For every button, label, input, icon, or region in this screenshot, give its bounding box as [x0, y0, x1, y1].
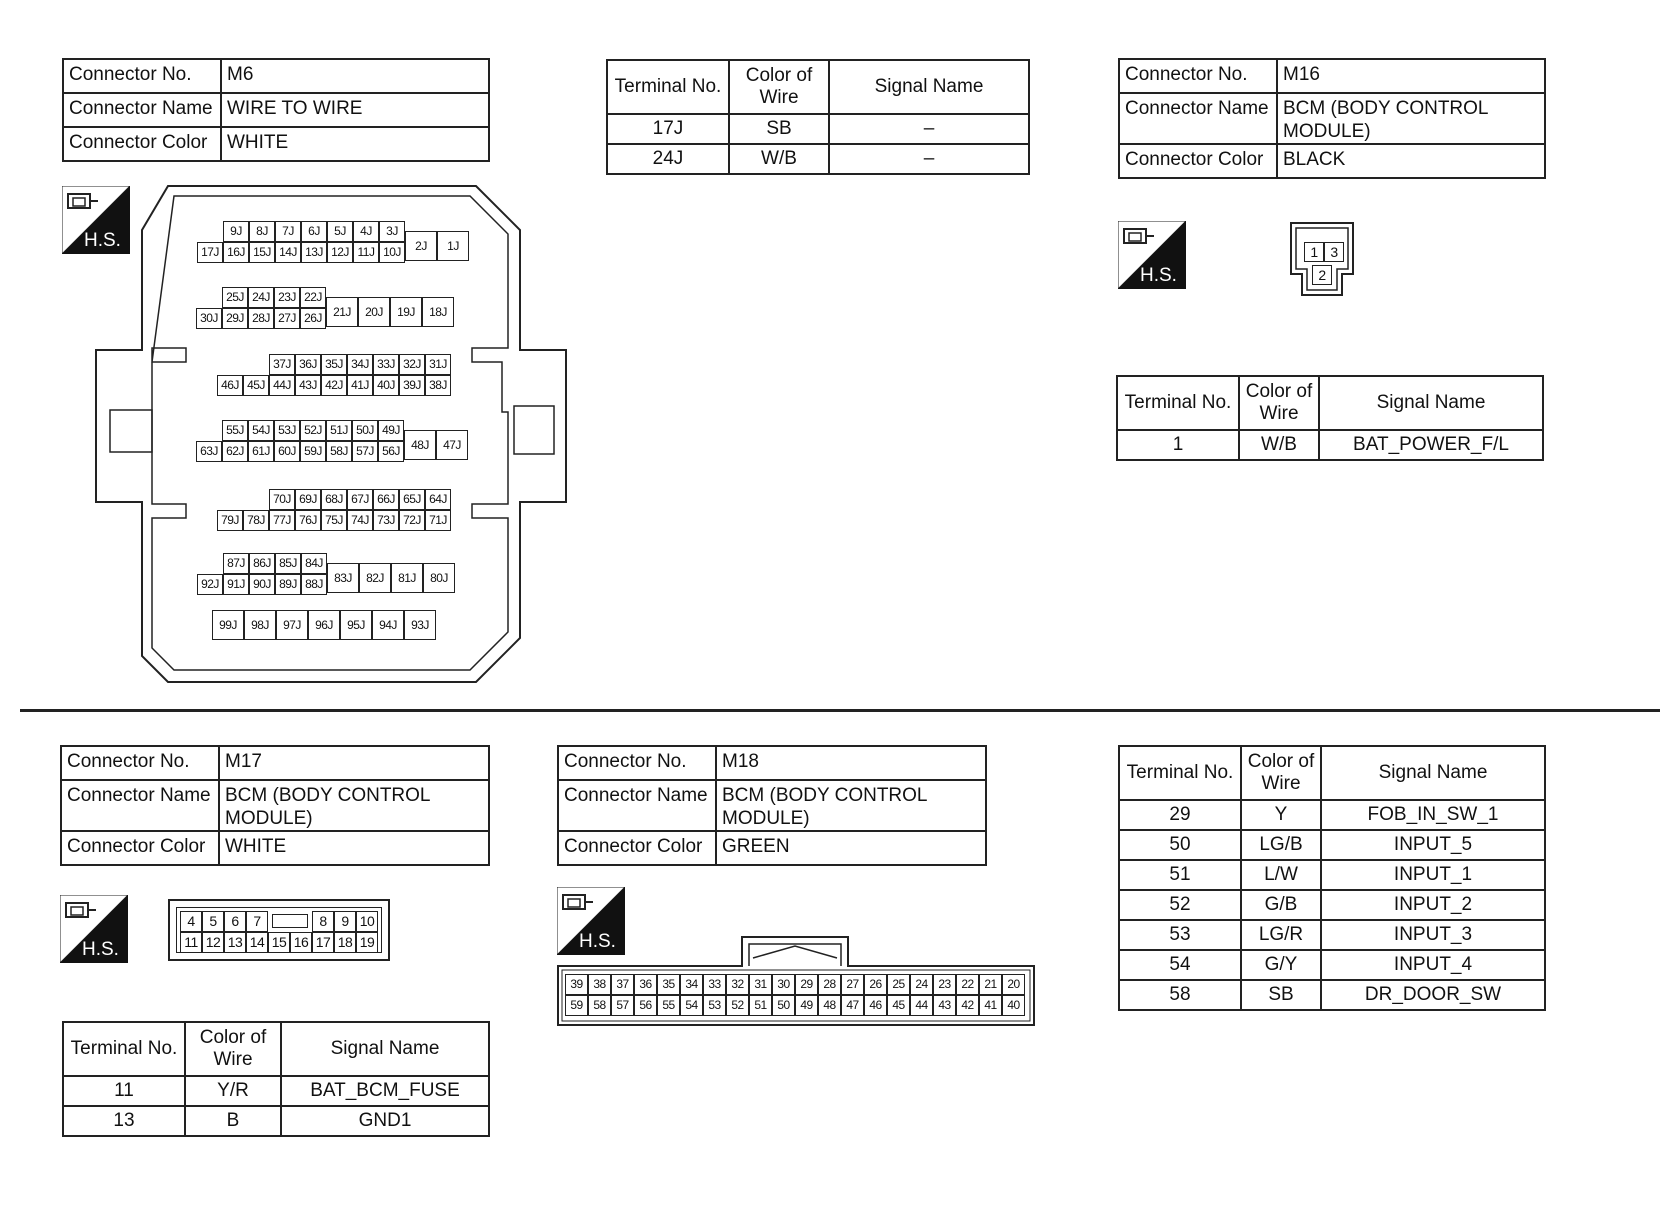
m6-pin: 84J	[301, 553, 327, 574]
signal-name-header: Signal Name	[1321, 746, 1545, 800]
m18-connector-name: BCM (BODY CONTROL MODULE)	[716, 780, 986, 831]
m6-pin: 82J	[359, 563, 391, 593]
table-row: 1 W/B BAT_POWER_F/L	[1117, 430, 1543, 460]
m6-pin: 30J	[196, 308, 222, 329]
m6-pin: 8J	[249, 221, 275, 242]
m6-pin: 94J	[372, 610, 404, 640]
m18-pin: 42	[956, 995, 979, 1016]
m6-pin: 22J	[300, 287, 326, 308]
m17-key-slot	[272, 914, 308, 928]
m17-pin: 11	[180, 932, 202, 953]
m6-pin: 13J	[301, 242, 327, 263]
m6-pin: 99J	[212, 610, 244, 640]
table-row: 51 L/W INPUT_1	[1119, 860, 1545, 890]
m17-pin: 10	[356, 911, 378, 932]
color-of-wire-header: Color of Wire	[729, 60, 829, 114]
m6-pin: 72J	[399, 510, 425, 531]
m6-pin: 57J	[352, 441, 378, 462]
m6-pin: 67J	[347, 489, 373, 510]
m18-pin: 54	[680, 995, 703, 1016]
m6-pin: 89J	[275, 574, 301, 595]
signal-name-header: Signal Name	[281, 1022, 489, 1076]
m6-pin: 81J	[391, 563, 423, 593]
m18-pin: 34	[680, 974, 703, 995]
m6-pin: 80J	[423, 563, 455, 593]
m6-pin: 5J	[327, 221, 353, 242]
m16-connector-no: M16	[1277, 59, 1545, 93]
m6-pin: 50J	[352, 420, 378, 441]
m6-pin: 90J	[249, 574, 275, 595]
m18-pin: 38	[588, 974, 611, 995]
signal-name-header: Signal Name	[829, 60, 1029, 114]
m6-pin: 15J	[249, 242, 275, 263]
m6-connector-face	[94, 184, 570, 684]
section-divider	[20, 709, 1660, 712]
table-row: 13 B GND1	[63, 1106, 489, 1136]
m6-pin: 78J	[243, 510, 269, 531]
m6-pin: 28J	[248, 308, 274, 329]
hs-label: H.S.	[1140, 265, 1177, 286]
connector-no-label: Connector No.	[61, 746, 219, 780]
table-row: 29 Y FOB_IN_SW_1	[1119, 800, 1545, 830]
m17-terminal-table	[62, 1021, 490, 1137]
m18-pin: 27	[841, 974, 864, 995]
hs-label: H.S.	[84, 230, 121, 251]
m17-pin: 13	[224, 932, 246, 953]
m6-pin: 97J	[276, 610, 308, 640]
m6-pin: 16J	[223, 242, 249, 263]
m6-pin: 2J	[405, 231, 437, 261]
m18-pin: 36	[634, 974, 657, 995]
m18-pin: 51	[749, 995, 772, 1016]
color-of-wire-header: Color of Wire	[1239, 376, 1319, 430]
m17-pin: 8	[312, 911, 334, 932]
connector-no-label: Connector No.	[1119, 59, 1277, 93]
m6-pin: 93J	[404, 610, 436, 640]
m6-pin: 88J	[301, 574, 327, 595]
m18-connector-color: GREEN	[716, 831, 986, 865]
m6-pin: 92J	[197, 574, 223, 595]
m18-pin: 35	[657, 974, 680, 995]
m6-pin: 86J	[249, 553, 275, 574]
connector-name-label: Connector Name	[1119, 93, 1277, 144]
m6-pin: 49J	[378, 420, 404, 441]
m6-pin: 35J	[321, 354, 347, 375]
m6-pin: 54J	[248, 420, 274, 441]
m18-pin: 45	[887, 995, 910, 1016]
m6-pin: 29J	[222, 308, 248, 329]
m6-pin: 14J	[275, 242, 301, 263]
table-row: 17J SB –	[607, 114, 1029, 144]
m18-pin: 29	[795, 974, 818, 995]
m16-connector-color: BLACK	[1277, 144, 1545, 178]
m6-pin: 48J	[404, 430, 436, 460]
m6-pin: 83J	[327, 563, 359, 593]
m17-pin: 15	[268, 932, 290, 953]
m6-pin: 68J	[321, 489, 347, 510]
m6-pin: 6J	[301, 221, 327, 242]
m6-pin: 45J	[243, 375, 269, 396]
m17-connector-face	[168, 899, 390, 961]
m6-pin: 95J	[340, 610, 372, 640]
connector-color-label: Connector Color	[1119, 144, 1277, 178]
m6-pin: 31J	[425, 354, 451, 375]
m6-pin: 77J	[269, 510, 295, 531]
terminal-no-header: Terminal No.	[63, 1022, 185, 1076]
connector-color-label: Connector Color	[63, 127, 221, 161]
m6-pin: 46J	[217, 375, 243, 396]
m6-pin: 10J	[379, 242, 405, 263]
m6-pin: 38J	[425, 375, 451, 396]
m17-connector-no: M17	[219, 746, 489, 780]
m17-connector-name: BCM (BODY CONTROL MODULE)	[219, 780, 489, 831]
m6-pin: 40J	[373, 375, 399, 396]
m6-pin: 79J	[217, 510, 243, 531]
m6-pin: 36J	[295, 354, 321, 375]
m6-pin: 7J	[275, 221, 301, 242]
m18-pin: 50	[772, 995, 795, 1016]
m6-connector-no: M6	[221, 59, 489, 93]
m17-pin: 14	[246, 932, 268, 953]
m6-pin: 53J	[274, 420, 300, 441]
m6-pin: 19J	[390, 297, 422, 327]
m6-connector-name: WIRE TO WIRE	[221, 93, 489, 127]
m6-pin: 91J	[223, 574, 249, 595]
m6-pin: 60J	[274, 441, 300, 462]
m17-pin: 5	[202, 911, 224, 932]
m6-pin: 70J	[269, 489, 295, 510]
m18-pin: 24	[910, 974, 933, 995]
m6-pin: 11J	[353, 242, 379, 263]
m17-pin: 7	[246, 911, 268, 932]
m18-pin: 57	[611, 995, 634, 1016]
m6-pin: 44J	[269, 375, 295, 396]
m18-pin: 56	[634, 995, 657, 1016]
m6-pin: 52J	[300, 420, 326, 441]
m6-pin: 25J	[222, 287, 248, 308]
m17-pin: 6	[224, 911, 246, 932]
color-of-wire-header: Color of Wire	[185, 1022, 281, 1076]
connector-name-label: Connector Name	[558, 780, 716, 831]
m6-pin: 71J	[425, 510, 451, 531]
m6-pin: 32J	[399, 354, 425, 375]
m6-pin: 37J	[269, 354, 295, 375]
m18-pin: 52	[726, 995, 749, 1016]
m18-pin: 44	[910, 995, 933, 1016]
m6-pin: 55J	[222, 420, 248, 441]
m18-pin: 22	[956, 974, 979, 995]
m6-pin: 87J	[223, 553, 249, 574]
m6-pin: 61J	[248, 441, 274, 462]
table-row: 58 SB DR_DOOR_SW	[1119, 980, 1545, 1010]
m6-pin: 47J	[436, 430, 468, 460]
m18-pin: 48	[818, 995, 841, 1016]
m6-pin: 23J	[274, 287, 300, 308]
m18-pin: 59	[565, 995, 588, 1016]
m6-pin: 65J	[399, 489, 425, 510]
m16-connector-name: BCM (BODY CONTROL MODULE)	[1277, 93, 1545, 144]
m6-connector-info-table	[62, 58, 490, 162]
connector-name-label: Connector Name	[61, 780, 219, 831]
m16-connector-info-table	[1118, 58, 1546, 179]
m17-connector-color: WHITE	[219, 831, 489, 865]
hs-label: H.S.	[579, 931, 616, 952]
m18-terminal-table	[1118, 745, 1546, 1011]
m18-pin: 28	[818, 974, 841, 995]
m16-pin-3: 3	[1324, 242, 1344, 262]
m18-pin: 20	[1002, 974, 1025, 995]
m6-pin: 20J	[358, 297, 390, 327]
m18-pin: 43	[933, 995, 956, 1016]
m6-pin: 3J	[379, 221, 405, 242]
m16-pin-2: 2	[1312, 265, 1332, 285]
terminal-no-header: Terminal No.	[607, 60, 729, 114]
connector-name-label: Connector Name	[63, 93, 221, 127]
m6-pin: 59J	[300, 441, 326, 462]
m6-pin: 39J	[399, 375, 425, 396]
m18-pin: 31	[749, 974, 772, 995]
m17-pin: 4	[180, 911, 202, 932]
m6-terminal-table	[606, 59, 1030, 175]
m18-pin: 41	[979, 995, 1002, 1016]
connector-no-label: Connector No.	[558, 746, 716, 780]
m6-pin: 66J	[373, 489, 399, 510]
m17-pin: 17	[312, 932, 334, 953]
m17-pin: 12	[202, 932, 224, 953]
m18-pin: 23	[933, 974, 956, 995]
m17-connector-info-table	[60, 745, 490, 866]
m18-pin: 21	[979, 974, 1002, 995]
m18-pin: 49	[795, 995, 818, 1016]
m6-pin: 1J	[437, 231, 469, 261]
m18-connector-no: M18	[716, 746, 986, 780]
m6-pin: 34J	[347, 354, 373, 375]
m6-pin: 12J	[327, 242, 353, 263]
m16-terminal-table	[1116, 375, 1544, 461]
m6-pin: 96J	[308, 610, 340, 640]
m18-pin: 32	[726, 974, 749, 995]
m18-pin: 53	[703, 995, 726, 1016]
m18-pin: 39	[565, 974, 588, 995]
table-row: 11 Y/R BAT_BCM_FUSE	[63, 1076, 489, 1106]
m6-pin: 42J	[321, 375, 347, 396]
m6-pin: 9J	[223, 221, 249, 242]
m16-connector-face	[1290, 222, 1354, 296]
m6-pin: 85J	[275, 553, 301, 574]
harness-side-icon	[60, 895, 128, 963]
color-of-wire-header: Color of Wire	[1241, 746, 1321, 800]
m18-pin: 30	[772, 974, 795, 995]
m18-pin: 33	[703, 974, 726, 995]
m18-pin: 47	[841, 995, 864, 1016]
m18-connector-info-table	[557, 745, 987, 866]
terminal-no-header: Terminal No.	[1117, 376, 1239, 430]
m18-connector-face	[557, 936, 1035, 1026]
m6-pin: 51J	[326, 420, 352, 441]
m6-pin: 76J	[295, 510, 321, 531]
m6-pin: 26J	[300, 308, 326, 329]
connector-no-label: Connector No.	[63, 59, 221, 93]
hs-label: H.S.	[82, 939, 119, 960]
m18-pin: 58	[588, 995, 611, 1016]
m6-pin: 27J	[274, 308, 300, 329]
m6-pin: 74J	[347, 510, 373, 531]
m17-pin: 18	[334, 932, 356, 953]
m6-pin: 69J	[295, 489, 321, 510]
signal-name-header: Signal Name	[1319, 376, 1543, 430]
m6-pin: 64J	[425, 489, 451, 510]
m6-pin: 62J	[222, 441, 248, 462]
m6-pin: 73J	[373, 510, 399, 531]
m6-pin: 75J	[321, 510, 347, 531]
m6-pin: 41J	[347, 375, 373, 396]
m17-pin: 19	[356, 932, 378, 953]
table-row: 50 LG/B INPUT_5	[1119, 830, 1545, 860]
m18-pin: 37	[611, 974, 634, 995]
m18-pin: 26	[864, 974, 887, 995]
m18-pin: 25	[887, 974, 910, 995]
terminal-no-header: Terminal No.	[1119, 746, 1241, 800]
table-row: 53 LG/R INPUT_3	[1119, 920, 1545, 950]
m18-pin: 46	[864, 995, 887, 1016]
connector-color-label: Connector Color	[558, 831, 716, 865]
m18-pin: 55	[657, 995, 680, 1016]
table-row: 52 G/B INPUT_2	[1119, 890, 1545, 920]
m16-pin-1: 1	[1304, 242, 1324, 262]
m6-pin: 18J	[422, 297, 454, 327]
m6-pin: 58J	[326, 441, 352, 462]
m6-pin: 56J	[378, 441, 404, 462]
m17-pin: 9	[334, 911, 356, 932]
m6-pin: 98J	[244, 610, 276, 640]
m6-pin: 43J	[295, 375, 321, 396]
m6-pin: 17J	[197, 242, 223, 263]
m18-pin: 40	[1002, 995, 1025, 1016]
m6-connector-color: WHITE	[221, 127, 489, 161]
m6-pin: 4J	[353, 221, 379, 242]
m6-pin: 21J	[326, 297, 358, 327]
table-row: 54 G/Y INPUT_4	[1119, 950, 1545, 980]
harness-side-icon	[1118, 221, 1186, 289]
m6-pin: 33J	[373, 354, 399, 375]
m6-pin: 63J	[196, 441, 222, 462]
m6-pin: 24J	[248, 287, 274, 308]
m17-pin: 16	[290, 932, 312, 953]
table-row: 24J W/B –	[607, 144, 1029, 174]
connector-color-label: Connector Color	[61, 831, 219, 865]
